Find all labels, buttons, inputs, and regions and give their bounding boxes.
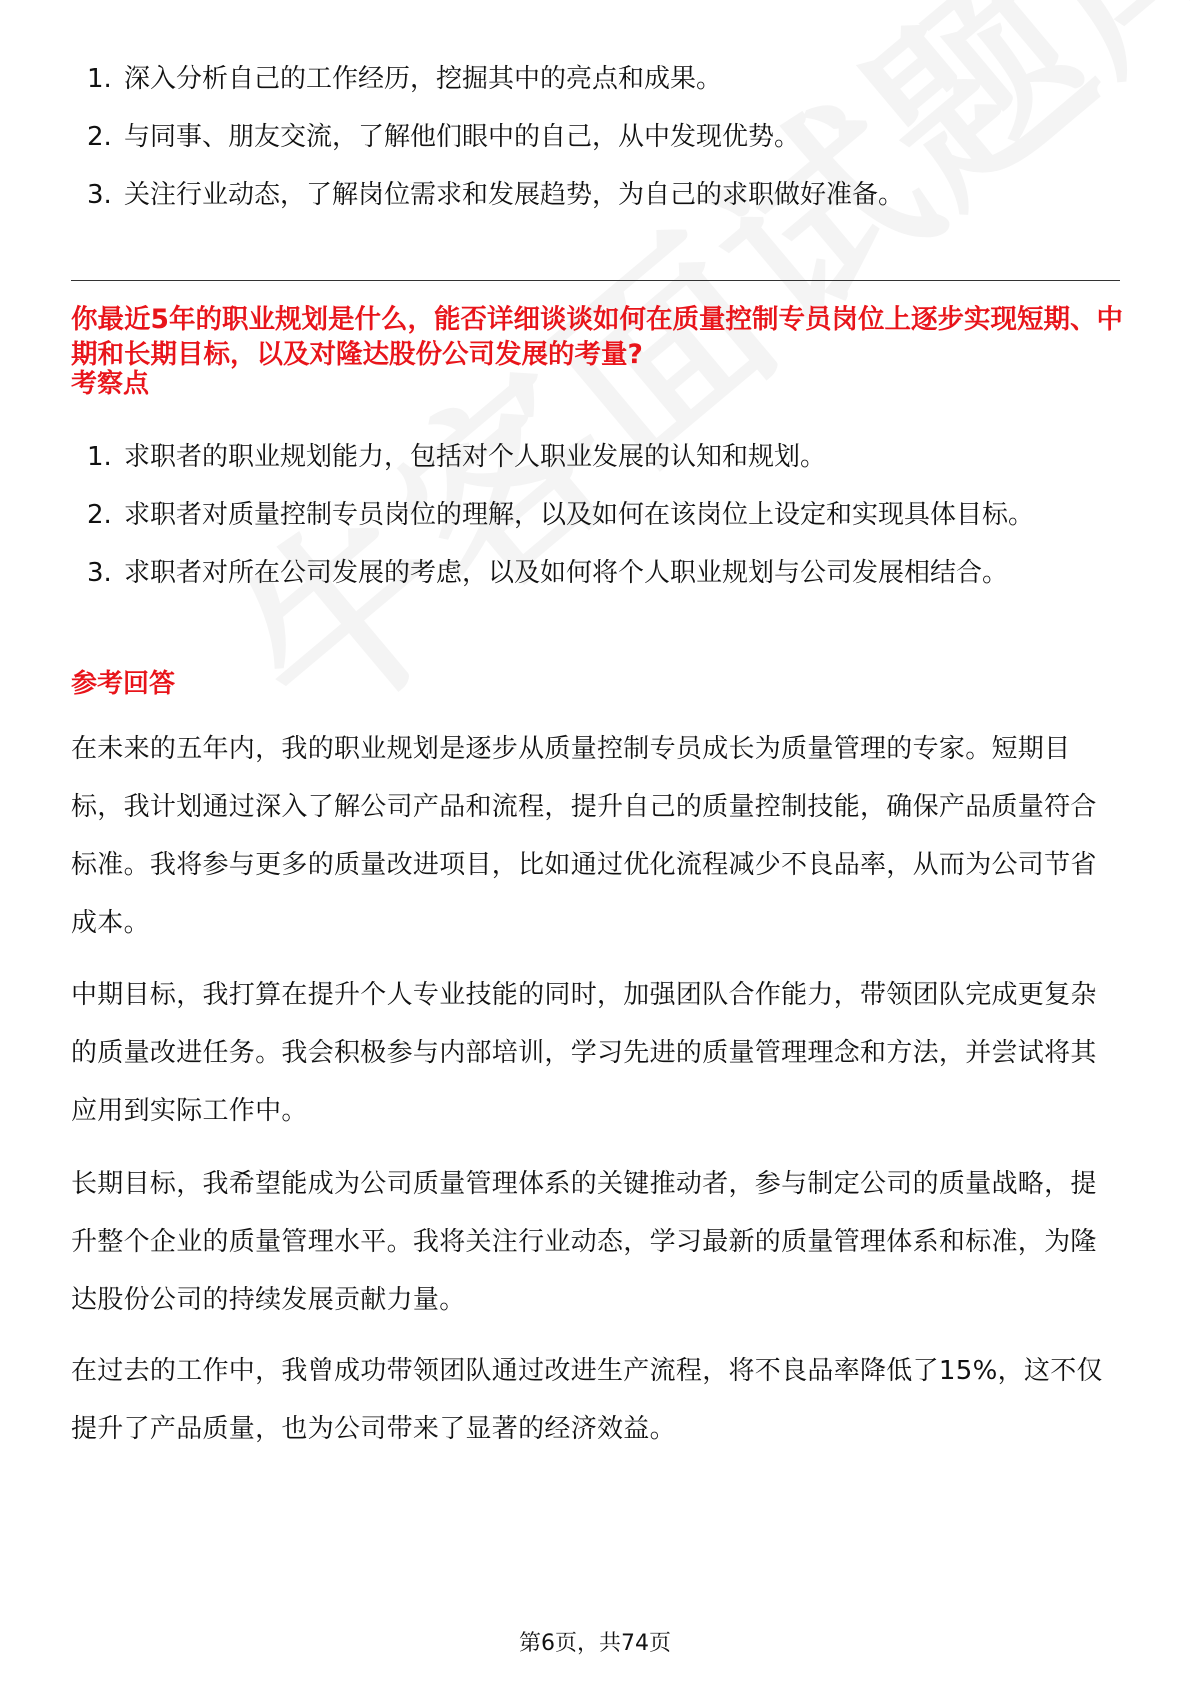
list-text: 关注行业动态，了解岗位需求和发展趋势，为自己的求职做好准备。 [124,180,905,210]
section-divider [71,280,1120,281]
list-number: 2. [87,122,112,152]
answer-paragraph: 中期目标，我打算在提升个人专业技能的同时，加强团队合作能力，带领团队完成更复杂的质量改进任务。我会积极参与内部培训，学习先进的质量管理理念和方法，并尝试将其应用到实际工作中。 [71,980,1097,1126]
list-item [0,486,1190,544]
list-number: 3. [87,558,112,588]
list-text: 与同事、朋友交流，了解他们眼中的自己，从中发现优势。 [124,122,801,152]
answer-paragraph: 长期目标，我希望能成为公司质量管理体系的关键推动者，参与制定公司的质量战略，提升整个企业的质量管理水平。我将关注行业动态，学习最新的质量管理体系和标准，为隆达股份公司的持续发展贡献力量。 [71,1169,1097,1315]
list-item [0,50,1190,108]
examine-list [0,428,1190,602]
examine-heading: 考察点 [71,369,150,399]
list-number: 2. [87,500,112,530]
list-number: 1. [87,64,112,94]
list-text: 求职者对质量控制专员岗位的理解，以及如何在该岗位上设定和实现具体目标。 [124,500,1035,530]
list-text: 求职者对所在公司发展的考虑，以及如何将个人职业规划与公司发展相结合。 [124,558,1009,588]
list-number: 3. [87,180,112,210]
top-list [0,50,1190,224]
list-item [0,108,1190,166]
answer-paragraph: 在过去的工作中，我曾成功带领团队通过改进生产流程，将不良品率降低了15%，这不仅提升了产品质量，也为公司带来了显著的经济效益。 [71,1356,1103,1444]
list-number: 1. [87,442,112,472]
list-text: 求职者的职业规划能力，包括对个人职业发展的认知和规划。 [124,442,827,472]
list-item [0,428,1190,486]
answer-heading: 参考回答 [71,669,176,699]
list-item [0,544,1190,602]
answer-paragraph: 在未来的五年内，我的职业规划是逐步从质量控制专员成长为质量管理的专家。短期目标，我计划通过深入了解公司产品和流程，提升自己的质量控制技能，确保产品质量符合标准。我将参与更多的质量改进项目，比如通过优化流程减少不良品率，从而为公司节省成本。 [71,734,1097,938]
page-number: 第6页，共74页 [519,1631,671,1656]
list-item [0,166,1190,224]
question-heading: 你最近5年的职业规划是什么，能否详细谈谈如何在质量控制专员岗位上逐步实现短期、中期和长期目标，以及对隆达股份公司发展的考量? [71,304,1123,370]
list-text: 深入分析自己的工作经历，挖掘其中的亮点和成果。 [124,64,723,94]
